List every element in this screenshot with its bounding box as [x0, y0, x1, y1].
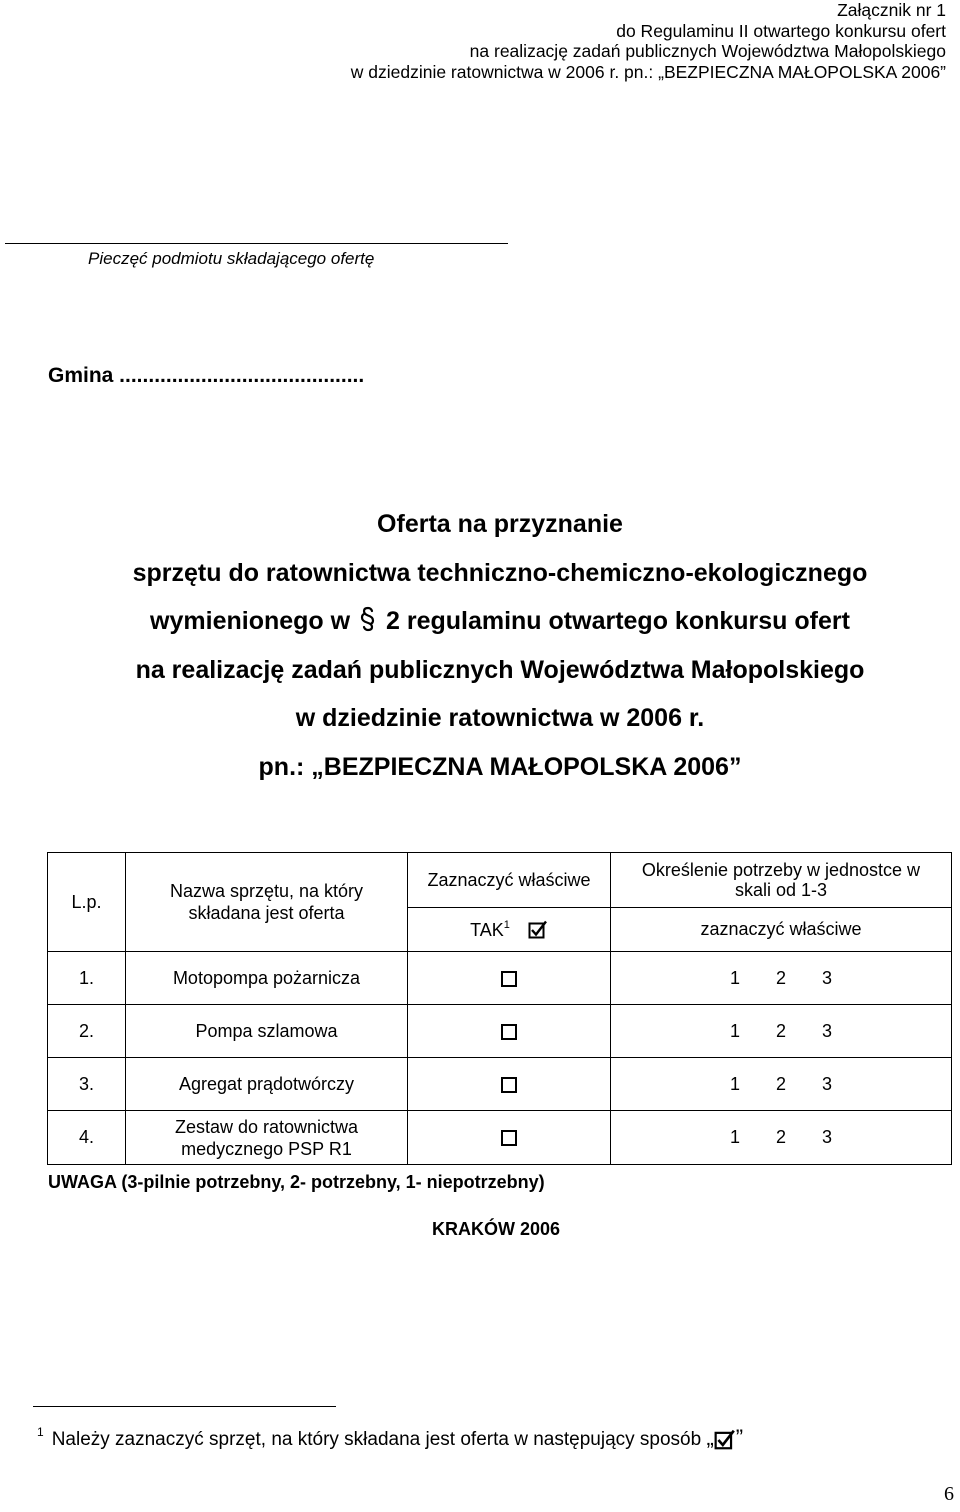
scale-2[interactable]: 2: [775, 1073, 786, 1094]
row-scale: [611, 1111, 952, 1165]
col-need-header: [611, 853, 952, 952]
col-mark-tak: [408, 908, 610, 951]
scale-1[interactable]: 1: [729, 967, 740, 988]
footnote: $^1$ Należy zaznaczyć sprzęt, na który składana jest oferta w następujący sposób „ ”: [37, 1425, 744, 1450]
stamp-signature-line: [5, 243, 508, 244]
row-name: Motopompa pożarnicza: [126, 952, 408, 1005]
scale-1[interactable]: 1: [729, 1073, 740, 1094]
place-date: KRAKÓW 2006: [432, 1219, 561, 1239]
uwaga-note: UWAGA (3-pilnie potrzebny, 2- potrzebny, 1- niepotrzebny): [48, 1172, 545, 1192]
scale-2[interactable]: 2: [775, 1127, 786, 1147]
row-name: [126, 1111, 408, 1165]
row-checkbox-cell: [408, 1111, 611, 1165]
footnote-separator: [33, 1406, 336, 1407]
footnote-mark: 1: [37, 1425, 44, 1439]
section-sign-icon: [357, 606, 379, 632]
scale-3[interactable]: 3: [821, 1020, 832, 1041]
table-row: [48, 1005, 952, 1058]
title-line-2: sprzętu do ratownictwa techniczno-chemiczno-ekologicznego: [132, 558, 868, 587]
tak-label: TAK: [470, 919, 504, 940]
stamp-label: Pieczęć podmiotu składającego ofertę: [88, 249, 375, 268]
empty-checkbox-icon[interactable]: [501, 1130, 517, 1146]
row-lp: 3.: [48, 1058, 126, 1111]
checked-box-icon: [528, 920, 548, 940]
annex-header: [351, 0, 946, 82]
table-header-row: [48, 853, 952, 952]
tak-footnote-mark: 1: [503, 918, 510, 931]
row-scale: [611, 952, 952, 1005]
title-line-6: pn.: „BEZPIECZNA MAŁOPOLSKA 2006”: [258, 752, 742, 781]
annex-line-2: do Regulaminu II otwartego konkursu ofert: [616, 20, 946, 41]
gmina-field: Gmina ..........................................: [48, 364, 365, 387]
title-line-5: w dziedzinie ratownictwa w 2006 r.: [295, 704, 705, 732]
title-line-3: [0, 597, 960, 646]
title-line-3-post: 2 regulaminu otwartego konkursu ofert: [385, 607, 850, 635]
annex-line-3: na realizację zadań publicznych Województwa Małopolskiego: [469, 41, 946, 61]
table-row: [48, 1111, 952, 1165]
row-checkbox-cell: [408, 952, 611, 1005]
title-line-1: Oferta na przyznanie: [377, 510, 623, 538]
table-row: [48, 952, 952, 1005]
row-lp: 2.: [48, 1005, 126, 1058]
scale-3[interactable]: 3: [821, 1127, 832, 1147]
empty-checkbox-icon[interactable]: [501, 1024, 517, 1040]
col-need-label-text: Określenie potrzeby w jednostce w skali od 1-3: [641, 860, 921, 900]
row-scale: [611, 1058, 952, 1111]
scale-2[interactable]: 2: [775, 1020, 786, 1041]
scale-1[interactable]: 1: [729, 1127, 740, 1147]
col-need-sub: zaznaczyć właściwe: [700, 919, 862, 939]
annex-line-1: Załącznik nr 1: [837, 0, 946, 20]
col-mark-header: [408, 853, 611, 952]
scale-1[interactable]: 1: [729, 1020, 740, 1041]
scale-3[interactable]: 3: [821, 1073, 832, 1094]
row-checkbox-cell: [408, 1005, 611, 1058]
col-name-header-text: Nazwa sprzętu, na który składana jest oferta: [169, 881, 364, 923]
scale-3[interactable]: 3: [821, 967, 832, 988]
col-lp-header: L.p.: [48, 853, 126, 952]
empty-checkbox-icon[interactable]: [501, 1077, 517, 1093]
col-name-header: [126, 853, 408, 952]
equipment-table: [47, 852, 952, 1165]
document-title: [0, 500, 960, 791]
annex-line-4: w dziedzinie ratownictwa w 2006 r. pn.: „BEZPIECZNA MAŁOPOLSKA 2006”: [350, 61, 946, 82]
row-lp: 4.: [48, 1111, 126, 1165]
table-row: [48, 1058, 952, 1111]
row-scale: [611, 1005, 952, 1058]
row-lp: 1.: [48, 952, 126, 1005]
row-name: Agregat prądotwórczy: [126, 1058, 408, 1111]
scale-2[interactable]: 2: [775, 967, 786, 988]
page-number: 6: [944, 1483, 954, 1505]
row-checkbox-cell: [408, 1058, 611, 1111]
col-need-label: [611, 853, 951, 908]
col-mark-label: Zaznaczyć właściwe: [408, 853, 610, 908]
checked-box-icon: [714, 1429, 736, 1451]
row-name: Pompa szlamowa: [126, 1005, 408, 1058]
title-line-3-pre: wymienionego w: [150, 607, 351, 635]
empty-checkbox-icon[interactable]: [501, 971, 517, 987]
footnote-text: Należy zaznaczyć sprzęt, na który składana jest oferta w następujący sposób: [51, 1429, 702, 1450]
title-line-4: na realizację zadań publicznych Województwa Małopolskiego: [135, 655, 865, 684]
row-name-text: Zestaw do ratownictwa medycznego PSP R1: [174, 1116, 359, 1159]
